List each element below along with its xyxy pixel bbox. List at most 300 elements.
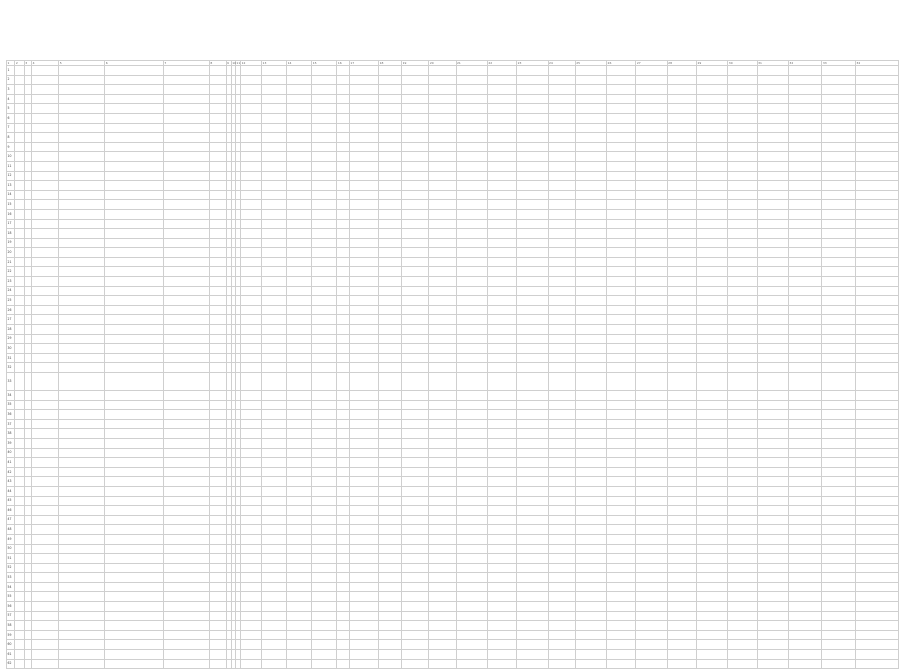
- table-cell[interactable]: [607, 448, 636, 458]
- table-cell[interactable]: [59, 515, 105, 525]
- table-cell[interactable]: [855, 391, 898, 401]
- table-cell[interactable]: [788, 286, 821, 296]
- table-cell[interactable]: [636, 94, 667, 104]
- table-cell[interactable]: [788, 344, 821, 354]
- table-cell[interactable]: [379, 181, 402, 191]
- table-cell[interactable]: [667, 171, 696, 181]
- table-cell[interactable]: [855, 477, 898, 487]
- table-cell[interactable]: [105, 611, 164, 621]
- row-number-cell[interactable]: 32: [7, 363, 15, 373]
- table-cell[interactable]: [728, 113, 757, 123]
- table-cell[interactable]: [822, 152, 855, 162]
- table-cell[interactable]: [287, 248, 312, 258]
- table-cell[interactable]: [262, 602, 287, 612]
- table-cell[interactable]: [32, 486, 59, 496]
- table-cell[interactable]: [667, 113, 696, 123]
- table-cell[interactable]: [105, 209, 164, 219]
- table-cell[interactable]: [548, 534, 575, 544]
- table-cell[interactable]: [163, 496, 209, 506]
- table-cell[interactable]: [456, 353, 487, 363]
- table-cell[interactable]: [728, 277, 757, 287]
- table-cell[interactable]: [337, 248, 350, 258]
- table-cell[interactable]: [312, 621, 337, 631]
- table-cell[interactable]: [15, 113, 24, 123]
- table-cell[interactable]: [575, 563, 606, 573]
- table-cell[interactable]: [636, 429, 667, 439]
- table-cell[interactable]: [262, 373, 287, 391]
- table-cell[interactable]: [548, 592, 575, 602]
- table-cell[interactable]: [163, 113, 209, 123]
- table-cell[interactable]: [287, 486, 312, 496]
- table-cell[interactable]: [636, 515, 667, 525]
- table-cell[interactable]: [312, 238, 337, 248]
- table-cell[interactable]: [607, 152, 636, 162]
- table-cell[interactable]: [607, 296, 636, 306]
- table-cell[interactable]: [337, 66, 350, 76]
- table-cell[interactable]: [241, 419, 262, 429]
- table-cell[interactable]: [349, 496, 378, 506]
- table-cell[interactable]: [262, 334, 287, 344]
- table-cell[interactable]: [728, 458, 757, 468]
- table-cell[interactable]: [337, 602, 350, 612]
- table-cell[interactable]: [312, 277, 337, 287]
- table-cell[interactable]: [287, 296, 312, 306]
- table-cell[interactable]: [487, 438, 516, 448]
- table-cell[interactable]: [163, 391, 209, 401]
- table-cell[interactable]: [312, 391, 337, 401]
- table-cell[interactable]: [788, 630, 821, 640]
- table-cell[interactable]: [456, 363, 487, 373]
- table-cell[interactable]: [607, 142, 636, 152]
- table-cell[interactable]: [757, 563, 788, 573]
- table-cell[interactable]: [59, 353, 105, 363]
- table-cell[interactable]: [788, 133, 821, 143]
- table-cell[interactable]: [312, 410, 337, 420]
- table-cell[interactable]: [241, 525, 262, 535]
- table-cell[interactable]: [105, 334, 164, 344]
- table-cell[interactable]: [163, 257, 209, 267]
- table-cell[interactable]: [575, 602, 606, 612]
- table-cell[interactable]: [636, 344, 667, 354]
- table-cell[interactable]: [24, 113, 31, 123]
- table-cell[interactable]: [822, 133, 855, 143]
- table-cell[interactable]: [105, 506, 164, 516]
- row-number-cell[interactable]: 29: [7, 334, 15, 344]
- table-cell[interactable]: [822, 257, 855, 267]
- table-cell[interactable]: [548, 113, 575, 123]
- table-cell[interactable]: [757, 123, 788, 133]
- table-cell[interactable]: [696, 554, 727, 564]
- table-cell[interactable]: [667, 534, 696, 544]
- table-cell[interactable]: [379, 467, 402, 477]
- table-cell[interactable]: [822, 582, 855, 592]
- table-cell[interactable]: [456, 391, 487, 401]
- table-cell[interactable]: [59, 650, 105, 660]
- table-cell[interactable]: [822, 142, 855, 152]
- table-cell[interactable]: [402, 85, 429, 95]
- table-cell[interactable]: [487, 113, 516, 123]
- table-cell[interactable]: [349, 161, 378, 171]
- row-number-cell[interactable]: 41: [7, 458, 15, 468]
- table-cell[interactable]: [209, 438, 226, 448]
- table-cell[interactable]: [262, 640, 287, 650]
- table-cell[interactable]: [59, 229, 105, 239]
- table-cell[interactable]: [667, 286, 696, 296]
- table-cell[interactable]: [24, 181, 31, 191]
- table-cell[interactable]: [312, 467, 337, 477]
- table-cell[interactable]: [788, 277, 821, 287]
- table-cell[interactable]: [667, 229, 696, 239]
- table-cell[interactable]: [575, 325, 606, 335]
- table-cell[interactable]: [312, 66, 337, 76]
- table-cell[interactable]: [105, 438, 164, 448]
- table-cell[interactable]: [456, 200, 487, 210]
- table-cell[interactable]: [788, 621, 821, 631]
- table-cell[interactable]: [728, 659, 757, 669]
- table-cell[interactable]: [855, 458, 898, 468]
- table-cell[interactable]: [402, 334, 429, 344]
- table-cell[interactable]: [402, 419, 429, 429]
- table-cell[interactable]: [517, 267, 548, 277]
- table-cell[interactable]: [456, 181, 487, 191]
- table-cell[interactable]: [312, 334, 337, 344]
- table-cell[interactable]: [379, 419, 402, 429]
- table-cell[interactable]: [667, 438, 696, 448]
- table-cell[interactable]: [757, 286, 788, 296]
- table-cell[interactable]: [429, 602, 456, 612]
- table-cell[interactable]: [209, 219, 226, 229]
- table-cell[interactable]: [105, 650, 164, 660]
- table-cell[interactable]: [607, 602, 636, 612]
- table-cell[interactable]: [636, 611, 667, 621]
- table-cell[interactable]: [728, 438, 757, 448]
- table-cell[interactable]: [667, 496, 696, 506]
- table-cell[interactable]: [105, 419, 164, 429]
- table-cell[interactable]: [636, 171, 667, 181]
- table-cell[interactable]: [667, 75, 696, 85]
- table-cell[interactable]: [262, 515, 287, 525]
- table-cell[interactable]: [757, 344, 788, 354]
- table-cell[interactable]: [757, 373, 788, 391]
- table-cell[interactable]: [696, 296, 727, 306]
- table-cell[interactable]: [349, 438, 378, 448]
- table-cell[interactable]: [241, 429, 262, 439]
- table-cell[interactable]: [822, 563, 855, 573]
- table-cell[interactable]: [636, 200, 667, 210]
- table-cell[interactable]: [337, 257, 350, 267]
- table-cell[interactable]: [163, 248, 209, 258]
- table-cell[interactable]: [822, 515, 855, 525]
- table-cell[interactable]: [32, 353, 59, 363]
- table-cell[interactable]: [402, 133, 429, 143]
- table-cell[interactable]: [429, 66, 456, 76]
- table-cell[interactable]: [241, 438, 262, 448]
- table-cell[interactable]: [429, 611, 456, 621]
- table-cell[interactable]: [788, 534, 821, 544]
- table-cell[interactable]: [855, 400, 898, 410]
- table-cell[interactable]: [209, 515, 226, 525]
- table-cell[interactable]: [241, 142, 262, 152]
- table-cell[interactable]: [287, 190, 312, 200]
- table-cell[interactable]: [548, 410, 575, 420]
- table-cell[interactable]: [429, 238, 456, 248]
- table-cell[interactable]: [287, 496, 312, 506]
- column-header[interactable]: 12: [241, 61, 262, 66]
- table-cell[interactable]: [607, 486, 636, 496]
- table-cell[interactable]: [757, 152, 788, 162]
- table-cell[interactable]: [429, 229, 456, 239]
- table-cell[interactable]: [59, 133, 105, 143]
- table-cell[interactable]: [287, 400, 312, 410]
- column-header[interactable]: 4: [32, 61, 59, 66]
- table-cell[interactable]: [209, 85, 226, 95]
- table-cell[interactable]: [24, 200, 31, 210]
- table-cell[interactable]: [822, 506, 855, 516]
- table-cell[interactable]: [548, 573, 575, 583]
- table-cell[interactable]: [696, 171, 727, 181]
- table-cell[interactable]: [429, 305, 456, 315]
- table-cell[interactable]: [105, 171, 164, 181]
- table-cell[interactable]: [487, 248, 516, 258]
- table-cell[interactable]: [788, 190, 821, 200]
- column-header[interactable]: 31: [757, 61, 788, 66]
- table-cell[interactable]: [15, 448, 24, 458]
- table-cell[interactable]: [456, 400, 487, 410]
- table-cell[interactable]: [241, 75, 262, 85]
- table-cell[interactable]: [667, 467, 696, 477]
- table-cell[interactable]: [349, 209, 378, 219]
- table-cell[interactable]: [636, 66, 667, 76]
- table-cell[interactable]: [379, 334, 402, 344]
- table-cell[interactable]: [312, 363, 337, 373]
- table-cell[interactable]: [262, 305, 287, 315]
- table-cell[interactable]: [163, 181, 209, 191]
- table-cell[interactable]: [696, 621, 727, 631]
- table-cell[interactable]: [575, 353, 606, 363]
- table-cell[interactable]: [209, 113, 226, 123]
- table-cell[interactable]: [517, 448, 548, 458]
- table-cell[interactable]: [456, 142, 487, 152]
- table-cell[interactable]: [487, 161, 516, 171]
- table-cell[interactable]: [32, 525, 59, 535]
- table-cell[interactable]: [788, 123, 821, 133]
- table-cell[interactable]: [209, 142, 226, 152]
- column-header[interactable]: 7: [163, 61, 209, 66]
- row-number-cell[interactable]: 9: [7, 142, 15, 152]
- table-cell[interactable]: [337, 496, 350, 506]
- table-cell[interactable]: [337, 104, 350, 114]
- table-cell[interactable]: [312, 477, 337, 487]
- table-cell[interactable]: [349, 238, 378, 248]
- table-cell[interactable]: [728, 410, 757, 420]
- table-cell[interactable]: [607, 429, 636, 439]
- table-cell[interactable]: [728, 400, 757, 410]
- table-cell[interactable]: [667, 353, 696, 363]
- table-cell[interactable]: [337, 85, 350, 95]
- table-cell[interactable]: [607, 200, 636, 210]
- table-cell[interactable]: [287, 152, 312, 162]
- table-cell[interactable]: [105, 563, 164, 573]
- table-cell[interactable]: [696, 248, 727, 258]
- table-cell[interactable]: [105, 113, 164, 123]
- table-cell[interactable]: [456, 85, 487, 95]
- table-cell[interactable]: [517, 200, 548, 210]
- table-cell[interactable]: [209, 534, 226, 544]
- table-cell[interactable]: [757, 467, 788, 477]
- table-cell[interactable]: [349, 373, 378, 391]
- table-cell[interactable]: [241, 104, 262, 114]
- table-cell[interactable]: [287, 515, 312, 525]
- table-cell[interactable]: [402, 296, 429, 306]
- table-cell[interactable]: [241, 238, 262, 248]
- table-cell[interactable]: [287, 419, 312, 429]
- table-cell[interactable]: [855, 113, 898, 123]
- table-cell[interactable]: [163, 75, 209, 85]
- table-cell[interactable]: [312, 181, 337, 191]
- table-cell[interactable]: [607, 477, 636, 487]
- table-cell[interactable]: [105, 152, 164, 162]
- table-cell[interactable]: [349, 277, 378, 287]
- table-cell[interactable]: [379, 104, 402, 114]
- table-cell[interactable]: [402, 410, 429, 420]
- table-cell[interactable]: [517, 363, 548, 373]
- table-cell[interactable]: [548, 104, 575, 114]
- table-cell[interactable]: [696, 286, 727, 296]
- table-cell[interactable]: [456, 161, 487, 171]
- table-cell[interactable]: [32, 410, 59, 420]
- table-cell[interactable]: [429, 486, 456, 496]
- table-cell[interactable]: [788, 602, 821, 612]
- table-cell[interactable]: [262, 200, 287, 210]
- table-cell[interactable]: [575, 573, 606, 583]
- column-header[interactable]: 33: [822, 61, 855, 66]
- table-cell[interactable]: [59, 334, 105, 344]
- table-cell[interactable]: [32, 602, 59, 612]
- table-cell[interactable]: [24, 467, 31, 477]
- table-cell[interactable]: [163, 325, 209, 335]
- table-cell[interactable]: [163, 611, 209, 621]
- table-cell[interactable]: [822, 534, 855, 544]
- table-cell[interactable]: [337, 286, 350, 296]
- table-cell[interactable]: [312, 152, 337, 162]
- table-cell[interactable]: [163, 353, 209, 363]
- table-cell[interactable]: [667, 305, 696, 315]
- table-cell[interactable]: [822, 181, 855, 191]
- table-cell[interactable]: [24, 85, 31, 95]
- table-cell[interactable]: [59, 104, 105, 114]
- table-cell[interactable]: [312, 640, 337, 650]
- table-cell[interactable]: [32, 219, 59, 229]
- table-cell[interactable]: [349, 573, 378, 583]
- table-cell[interactable]: [262, 419, 287, 429]
- table-cell[interactable]: [15, 219, 24, 229]
- table-cell[interactable]: [517, 419, 548, 429]
- table-cell[interactable]: [241, 133, 262, 143]
- table-cell[interactable]: [163, 525, 209, 535]
- table-cell[interactable]: [575, 467, 606, 477]
- row-number-cell[interactable]: 21: [7, 257, 15, 267]
- table-cell[interactable]: [855, 630, 898, 640]
- table-cell[interactable]: [636, 525, 667, 535]
- column-header[interactable]: 34: [855, 61, 898, 66]
- table-cell[interactable]: [575, 85, 606, 95]
- table-cell[interactable]: [487, 142, 516, 152]
- table-cell[interactable]: [548, 458, 575, 468]
- table-cell[interactable]: [379, 363, 402, 373]
- table-cell[interactable]: [59, 582, 105, 592]
- table-cell[interactable]: [209, 410, 226, 420]
- column-header[interactable]: 15: [312, 61, 337, 66]
- table-cell[interactable]: [855, 486, 898, 496]
- table-cell[interactable]: [32, 238, 59, 248]
- table-cell[interactable]: [105, 458, 164, 468]
- table-cell[interactable]: [636, 563, 667, 573]
- table-cell[interactable]: [379, 133, 402, 143]
- table-cell[interactable]: [696, 448, 727, 458]
- table-cell[interactable]: [487, 573, 516, 583]
- table-cell[interactable]: [379, 515, 402, 525]
- table-cell[interactable]: [287, 573, 312, 583]
- table-cell[interactable]: [209, 344, 226, 354]
- table-cell[interactable]: [607, 94, 636, 104]
- table-cell[interactable]: [105, 296, 164, 306]
- row-number-cell[interactable]: 37: [7, 419, 15, 429]
- table-cell[interactable]: [429, 267, 456, 277]
- table-cell[interactable]: [429, 219, 456, 229]
- row-number-cell[interactable]: 30: [7, 344, 15, 354]
- table-cell[interactable]: [728, 353, 757, 363]
- table-cell[interactable]: [667, 219, 696, 229]
- table-cell[interactable]: [337, 363, 350, 373]
- table-cell[interactable]: [241, 621, 262, 631]
- table-cell[interactable]: [667, 429, 696, 439]
- table-cell[interactable]: [312, 419, 337, 429]
- table-cell[interactable]: [312, 506, 337, 516]
- table-cell[interactable]: [548, 621, 575, 631]
- table-cell[interactable]: [349, 315, 378, 325]
- table-cell[interactable]: [517, 582, 548, 592]
- table-cell[interactable]: [575, 123, 606, 133]
- table-cell[interactable]: [607, 248, 636, 258]
- table-cell[interactable]: [575, 113, 606, 123]
- table-cell[interactable]: [15, 286, 24, 296]
- table-cell[interactable]: [32, 161, 59, 171]
- table-cell[interactable]: [667, 334, 696, 344]
- table-cell[interactable]: [337, 611, 350, 621]
- table-cell[interactable]: [487, 486, 516, 496]
- table-cell[interactable]: [262, 104, 287, 114]
- table-cell[interactable]: [349, 334, 378, 344]
- table-cell[interactable]: [822, 592, 855, 602]
- table-cell[interactable]: [636, 238, 667, 248]
- table-cell[interactable]: [379, 315, 402, 325]
- table-cell[interactable]: [287, 592, 312, 602]
- table-cell[interactable]: [312, 133, 337, 143]
- table-cell[interactable]: [636, 419, 667, 429]
- table-cell[interactable]: [32, 66, 59, 76]
- table-cell[interactable]: [487, 344, 516, 354]
- table-cell[interactable]: [517, 171, 548, 181]
- table-cell[interactable]: [402, 152, 429, 162]
- table-cell[interactable]: [24, 602, 31, 612]
- table-cell[interactable]: [429, 477, 456, 487]
- table-cell[interactable]: [757, 133, 788, 143]
- table-cell[interactable]: [59, 286, 105, 296]
- table-cell[interactable]: [262, 429, 287, 439]
- table-cell[interactable]: [15, 458, 24, 468]
- column-header[interactable]: 26: [607, 61, 636, 66]
- table-cell[interactable]: [379, 582, 402, 592]
